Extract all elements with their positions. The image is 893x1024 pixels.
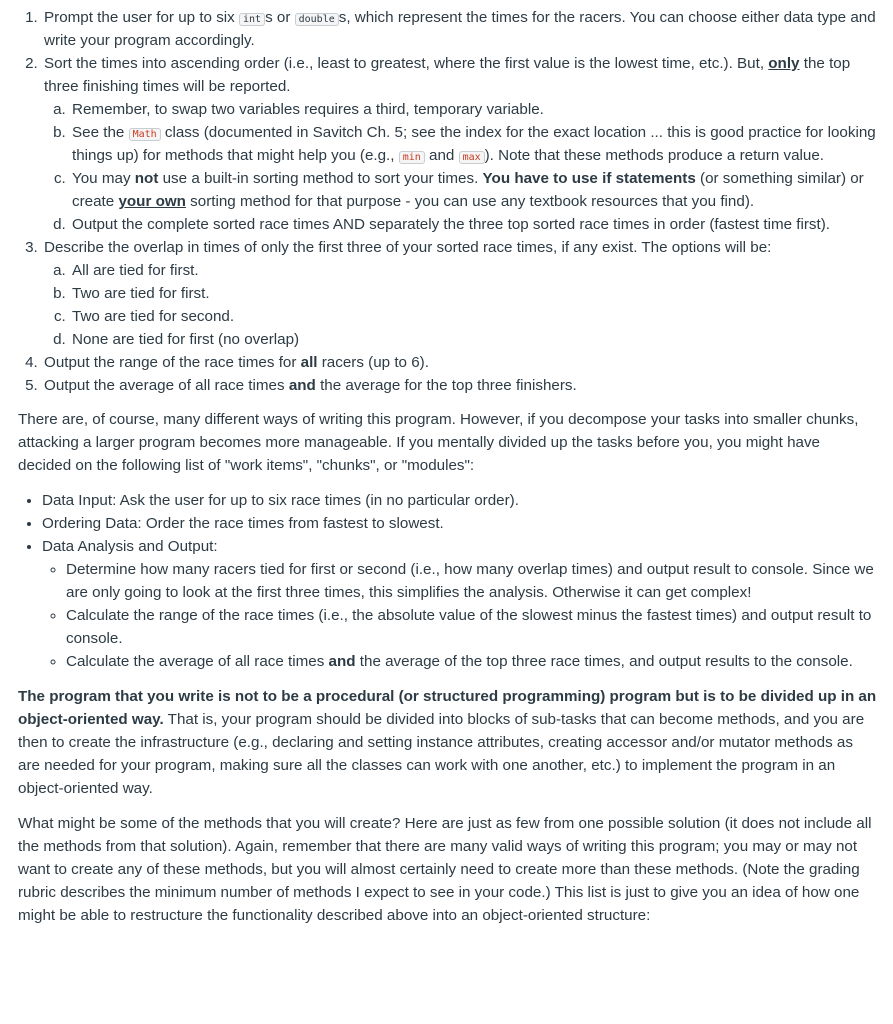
step-3: [42, 236, 877, 351]
bullet-ordering-data: • Ordering Data: Order the race times from fastest to slowest.: [42, 512, 877, 535]
if-statements-emphasis: You have to use if statements: [482, 170, 696, 187]
option-a: a. All are tied for first.: [70, 259, 877, 282]
code-min: min: [399, 151, 425, 164]
step-2d: d. Output the complete sorted race times AND separately the three top sorted race times in order (fastest time first).: [70, 213, 877, 236]
step-2b: [70, 121, 877, 167]
bullet-data-analysis-text: Data Analysis and Output:: [42, 538, 218, 555]
step-4: [42, 351, 877, 374]
step-5: [42, 374, 877, 397]
step-4-text-2: racers (up to 6).: [317, 354, 429, 371]
sub-bullet-overlap: ◦ Determine how many racers tied for first or second (i.e., how many overlap times) and output result to console. Since we are only going to look at the first three times, this simplifies the analysis. Otherwise it can get complex!: [66, 558, 877, 604]
step-5-text: Output the average of all race times: [44, 377, 289, 394]
methods-paragraph: What might be some of the methods that you will create? Here are just as few from one possible solution (it does not include all the methods from that solution). Again, remember that there are many valid ways of writing this program; you may or may not want to create any of these methods, but you will almost certainly need to create more than these methods. (Note the grading rubric describes the minimum number of methods I expect to see in your code.) This list is just to give you an idea of how one might be able to restructure the functionality described above into an object-oriented structure:: [18, 815, 872, 924]
step-1-text-2: s or: [265, 9, 295, 26]
analysis-sublist: [42, 558, 877, 673]
requirements-list: [18, 6, 877, 397]
only-emphasis: only: [768, 55, 800, 72]
step-3-sublist: [44, 259, 877, 351]
all-emphasis: all: [300, 354, 318, 371]
step-1-text: Prompt the user for up to six: [44, 9, 239, 26]
code-int: int: [239, 13, 265, 26]
option-c: c. Two are tied for second.: [70, 305, 877, 328]
step-2-text-2: the top three finishing times will be reported.: [44, 55, 851, 95]
oop-emphasis: The program that you write is not to be a procedural (or structured programming) program but is to be divided up in an object-oriented way.: [18, 688, 877, 728]
step-2c-text: You may: [72, 170, 135, 187]
step-1: [42, 6, 877, 52]
oop-paragraph: [18, 685, 877, 800]
step-2: [42, 52, 877, 236]
step-2-text: Sort the times into ascending order (i.e., least to greatest, where the first value is the lowest time, etc.). But,: [44, 55, 769, 72]
bullet-data-analysis: [42, 535, 877, 673]
sub-bullet-average-text: Calculate the average of all race times: [66, 653, 329, 670]
step-2c-text-4: sorting method for that purpose - you can use any textbook resources that you find).: [185, 193, 755, 210]
oop-paragraph-text: That is, your program should be divided into blocks of sub-tasks that can become methods, and you are then to create the infrastructure (e.g., declaring and setting instance attributes, creating accessor and/or mutator methods as are needed for your program, making sure all the classes can work with one another, etc.) to implement the program in an object-oriented way.: [18, 711, 865, 797]
and-emphasis-2: and: [328, 653, 356, 670]
sub-bullet-range: ◦ Calculate the range of the race times (i.e., the absolute value of the slowest minus the fastest times) and output result to console.: [66, 604, 877, 650]
step-2c-text-3: (or something similar) or create: [72, 170, 864, 210]
code-math: Math: [129, 128, 161, 141]
step-2b-text-3: ). Note that these methods produce a return value.: [484, 147, 825, 164]
not-emphasis: not: [134, 170, 159, 187]
step-3-text: Describe the overlap in times of only the first three of your sorted race times, if any exist. The options will be:: [44, 239, 772, 256]
step-2b-and: and: [424, 147, 459, 164]
step-2c: [70, 167, 877, 213]
step-1-text-3: s, which represent the times for the racers. You can choose either data type and write your program accordingly.: [44, 9, 876, 49]
option-b: b. Two are tied for first.: [70, 282, 877, 305]
step-4-text: Output the range of the race times for: [44, 354, 301, 371]
step-5-text-2: the average for the top three finishers.: [315, 377, 577, 394]
step-2b-text-2: class (documented in Savitch Ch. 5; see the index for the exact location ... this is good practice for looking things up) for methods that might help you (e.g.,: [72, 124, 876, 164]
step-2c-text-2: use a built-in sorting method to sort your times.: [158, 170, 483, 187]
option-d: d. None are tied for first (no overlap): [70, 328, 877, 351]
your-own-emphasis: your own: [118, 193, 186, 210]
and-emphasis: and: [288, 377, 316, 394]
step-2-sublist: [44, 98, 877, 236]
work-items-list: [18, 489, 877, 673]
bullet-data-input: • Data Input: Ask the user for up to six race times (in no particular order).: [42, 489, 877, 512]
step-2a: a. Remember, to swap two variables requires a third, temporary variable.: [70, 98, 877, 121]
code-max: max: [459, 151, 485, 164]
code-double: double: [295, 13, 339, 26]
decompose-paragraph: There are, of course, many different ways of writing this program. However, if you decompose your tasks into smaller chunks, attacking a larger program becomes more manageable. If you mentally divided up the tasks before you, you might have decided on the following list of "work items", "chunks", or "modules":: [18, 411, 859, 474]
sub-bullet-average: [66, 650, 877, 673]
step-2b-text: See the: [72, 124, 129, 141]
sub-bullet-average-text-2: the average of the top three race times, and output results to the console.: [355, 653, 853, 670]
